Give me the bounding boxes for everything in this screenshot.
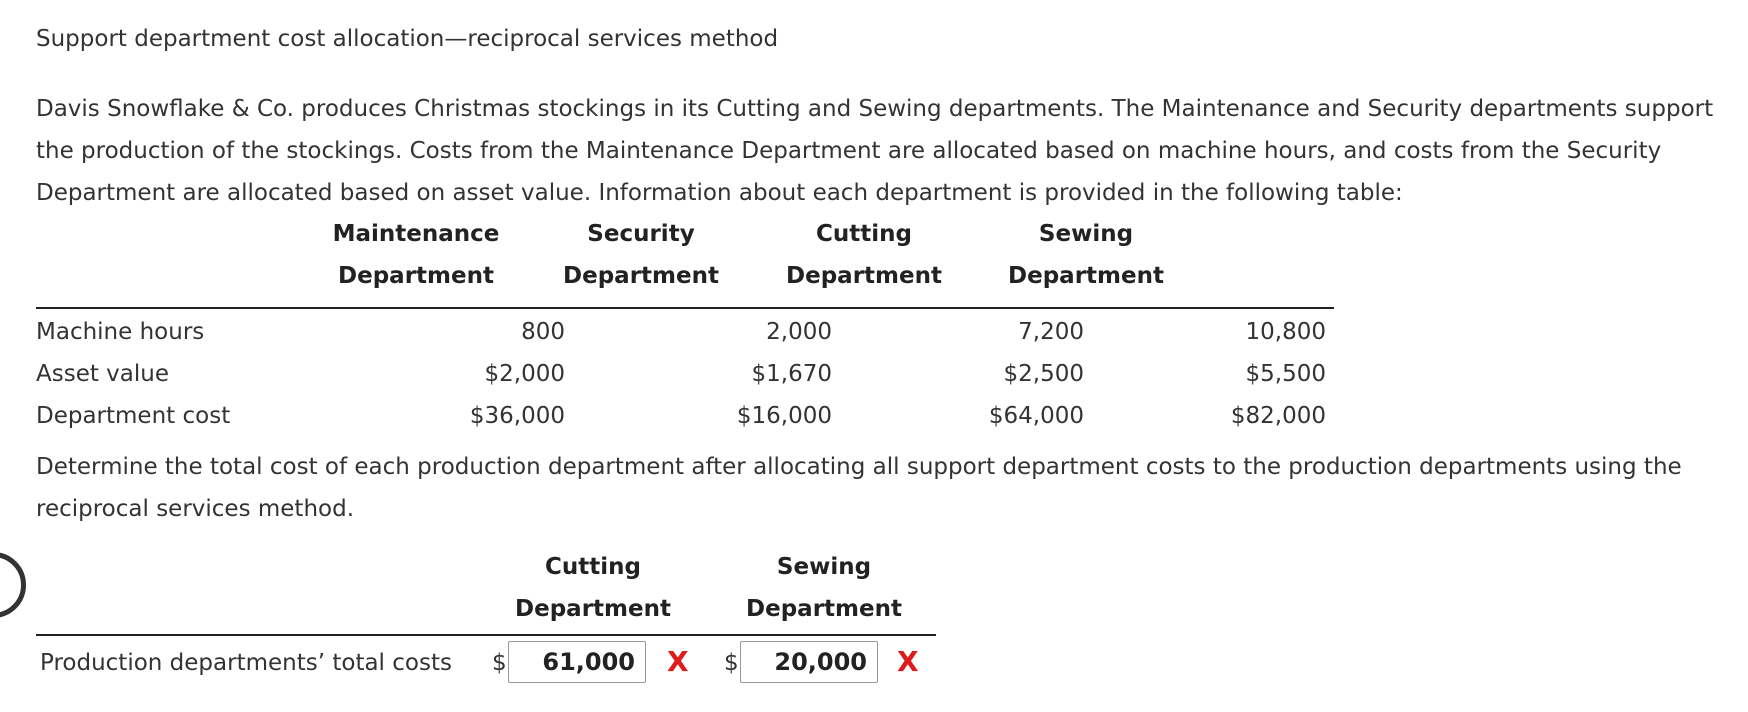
header-rule	[36, 307, 1334, 309]
header-line: Sewing	[776, 554, 872, 580]
row-label-asset-value: Asset value	[36, 361, 170, 387]
header-maintenance	[306, 213, 526, 297]
header-cutting	[754, 213, 974, 297]
currency-symbol: $	[492, 650, 507, 676]
department-info-table	[36, 221, 1336, 435]
cell-value: $2,500	[1003, 361, 1084, 387]
problem-intro: Davis Snowflake & Co. produces Christmas stockings in its Cutting and Sewing departments. The Maintenance and Security departments support the production of the stockings. Costs from the Maintenance Department are allocated based on machine hours, and costs from the Security Department are allocated based on asset value. Information about each department is provided in the following table:	[36, 96, 1714, 206]
cell-value: $1,670	[751, 361, 832, 387]
cell-value: $64,000	[988, 403, 1084, 429]
answer-header-rule	[36, 634, 936, 636]
header-line: Department	[338, 263, 494, 289]
cell-value: 2,000	[766, 319, 832, 345]
header-line: Department	[1008, 263, 1164, 289]
cell-value: 800	[521, 319, 565, 345]
sewing-total-cost-input[interactable]: 20,000	[740, 641, 878, 683]
incorrect-x-icon: X	[897, 645, 919, 678]
header-line: Department	[563, 263, 719, 289]
cell-value: $5,500	[1245, 361, 1326, 387]
header-security	[531, 213, 751, 297]
cell-value: 10,800	[1245, 319, 1326, 345]
header-line: Department	[786, 263, 942, 289]
cutting-total-cost-input[interactable]: 61,000	[508, 641, 646, 683]
currency-symbol: $	[724, 650, 739, 676]
header-line: Sewing	[1038, 221, 1134, 247]
header-line: Department	[746, 596, 902, 622]
header-sewing	[976, 213, 1196, 297]
header-line: Maintenance	[332, 221, 500, 247]
answer-header-cutting	[493, 546, 693, 630]
row-label-department-cost: Department cost	[36, 403, 231, 429]
header-line: Department	[515, 596, 671, 622]
partial-circle-icon	[0, 552, 26, 618]
row-label-machine-hours: Machine hours	[36, 319, 205, 345]
cell-value: $82,000	[1230, 403, 1326, 429]
cell-value: $2,000	[484, 361, 565, 387]
question-text: Determine the total cost of each production department after allocating all support department costs to the production departments using the reciprocal services method.	[36, 454, 1682, 522]
header-line: Cutting	[816, 221, 912, 247]
answer-header-sewing	[724, 546, 924, 630]
cell-value: 7,200	[1018, 319, 1084, 345]
incorrect-x-icon: X	[667, 645, 689, 678]
cell-value: $16,000	[736, 403, 832, 429]
answer-row-label: Production departments’ total costs	[40, 650, 452, 676]
page-title: Support department cost allocation—reciprocal services method	[36, 26, 779, 52]
header-line: Security	[587, 221, 695, 247]
cell-value: $36,000	[469, 403, 565, 429]
header-line: Cutting	[545, 554, 641, 580]
